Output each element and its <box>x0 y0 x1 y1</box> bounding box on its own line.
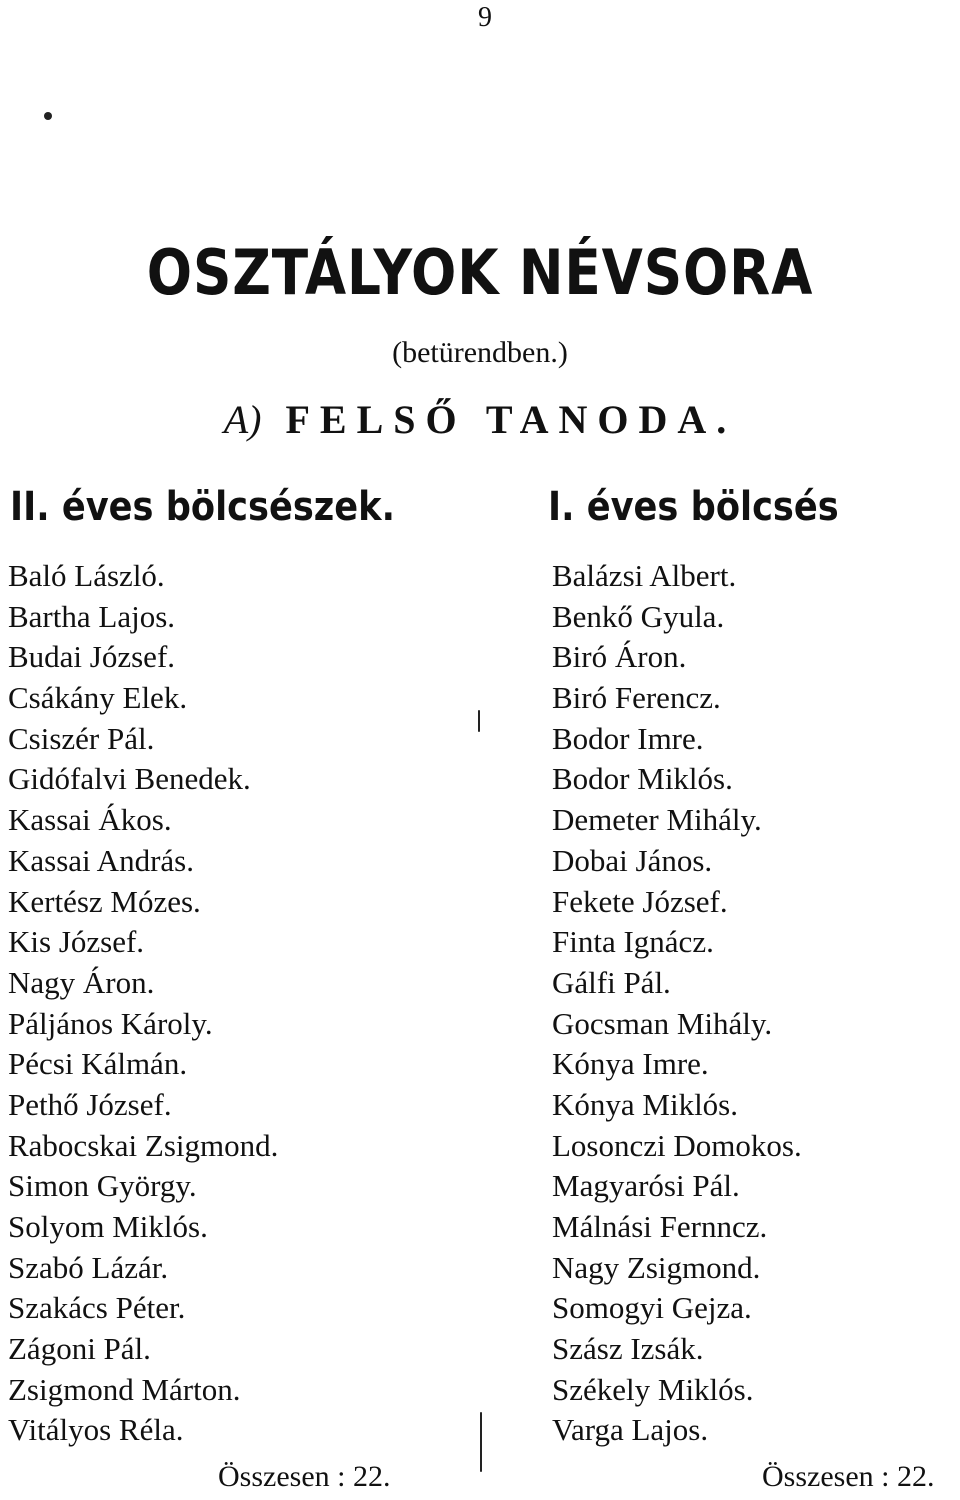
left-column-total: Összesen : 22. <box>218 1460 391 1493</box>
list-item: Dobai János. <box>552 842 713 878</box>
list-item: Finta Ignácz. <box>552 924 714 960</box>
ink-speck <box>480 1412 482 1472</box>
document-title: OSZTÁLYOK NÉVSORA <box>146 236 814 309</box>
right-column-total: Összesen : 22. <box>762 1460 935 1493</box>
section-prefix: A) <box>223 397 262 442</box>
page-number: 9 <box>478 2 492 33</box>
list-item: Simon György. <box>8 1168 197 1204</box>
list-item: Szakács Péter. <box>8 1290 186 1326</box>
section-title: FELSŐ TANODA. <box>285 397 737 442</box>
list-item: Nagy Áron. <box>8 964 155 1000</box>
section-heading <box>0 396 960 443</box>
list-item: Zsigmond Márton. <box>8 1371 241 1407</box>
list-item: Kis József. <box>8 924 145 960</box>
ink-speck <box>478 710 480 732</box>
list-item: Szász Izsák. <box>552 1331 704 1367</box>
list-item: Páljános Károly. <box>8 1005 213 1041</box>
list-item: Pécsi Kálmán. <box>8 1046 188 1082</box>
ink-speck <box>44 112 52 120</box>
list-item: Budai József. <box>8 639 176 675</box>
list-item: Szabó Lázár. <box>8 1249 169 1285</box>
list-item: Biró Ferencz. <box>552 680 721 716</box>
list-item: Gidófalvi Benedek. <box>8 761 251 797</box>
list-item: Magyarósi Pál. <box>552 1168 740 1204</box>
list-item: Gocsman Mihály. <box>552 1005 773 1041</box>
list-item: Kassai András. <box>8 842 194 878</box>
list-item: Varga Lajos. <box>552 1412 709 1448</box>
list-item: Zágoni Pál. <box>8 1331 151 1367</box>
list-item: Benkő Gyula. <box>552 598 725 634</box>
list-item: Gálfi Pál. <box>552 964 671 1000</box>
list-item: Vitályos Réla. <box>8 1412 184 1448</box>
list-item: Kertész Mózes. <box>8 883 201 919</box>
list-item: Csákány Elek. <box>8 680 188 716</box>
list-item: Bodor Miklós. <box>552 761 733 797</box>
list-item: Losonczi Domokos. <box>552 1127 802 1163</box>
list-item: Solyom Miklós. <box>8 1209 208 1244</box>
list-item: Kónya Miklós. <box>552 1086 738 1122</box>
list-item: Fekete József. <box>552 883 728 919</box>
left-name-list <box>8 556 278 1451</box>
list-item: Nagy Zsigmond. <box>552 1249 761 1285</box>
list-item: Bartha Lajos. <box>8 598 176 634</box>
list-item: Demeter Mihály. <box>552 802 762 838</box>
list-item: Balázsi Albert. <box>552 558 737 593</box>
list-item: Málnási Fernncz. <box>552 1209 768 1244</box>
left-column-heading: II. éves bölcsészek. <box>10 484 395 530</box>
list-item: Csiszér Pál. <box>8 720 155 756</box>
list-item: Rabocskai Zsigmond. <box>8 1127 279 1163</box>
list-item: Biró Áron. <box>552 639 687 675</box>
list-item: Pethő József. <box>8 1086 172 1122</box>
right-column-heading: I. éves bölcsés <box>548 484 839 530</box>
document-subtitle: (betürendben.) <box>392 336 568 369</box>
list-item: Kónya Imre. <box>552 1046 709 1082</box>
list-item: Székely Miklós. <box>552 1371 754 1407</box>
list-item: Baló László. <box>8 558 165 593</box>
list-item: Somogyi Gejza. <box>552 1290 752 1326</box>
list-item: Kassai Ákos. <box>8 802 172 838</box>
right-name-list <box>552 556 802 1451</box>
list-item: Bodor Imre. <box>552 720 704 756</box>
